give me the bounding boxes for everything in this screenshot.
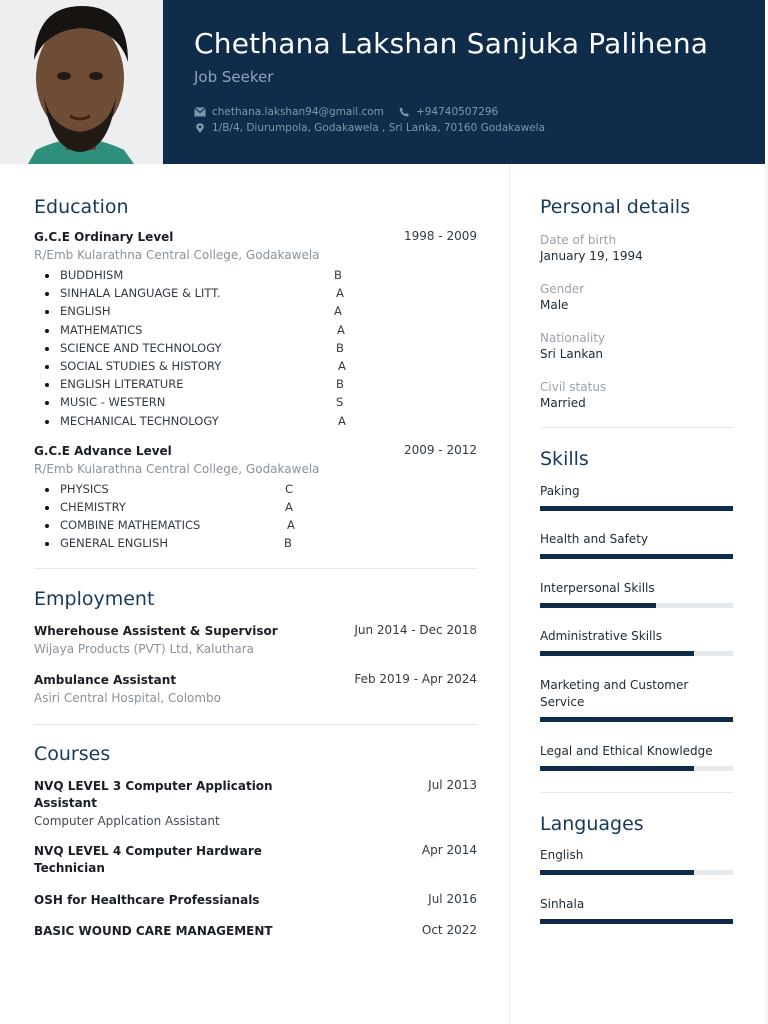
subject-name: ENGLISH: [60, 304, 111, 319]
course-date: Oct 2022: [421, 922, 477, 937]
course-title: OSH for Healthcare Professianals: [34, 892, 260, 907]
employment-date: Jun 2014 - Dec 2018: [354, 622, 477, 637]
address: 1/B/4, Diurumpola, Godakawela , Sri Lanka, 70160 Godakawela: [212, 122, 546, 134]
subject-item: [34, 321, 477, 339]
education-date: 1998 - 2009: [403, 229, 477, 243]
subject-grade: B: [336, 340, 344, 355]
language-item: [540, 896, 733, 924]
subject-grade: A: [337, 322, 345, 337]
subject-grade: A: [338, 359, 346, 374]
nationality-value: Sri Lankan: [540, 347, 604, 361]
skill-bar-fill: [540, 766, 694, 771]
personal-details-section: [540, 196, 733, 411]
subject-item: [34, 266, 477, 284]
subject-grade: S: [336, 395, 344, 410]
subject-item: [34, 357, 477, 375]
skill-item: [540, 743, 733, 771]
subject-grade: A: [285, 500, 293, 515]
education-entry: [34, 443, 477, 553]
skill-item: [540, 677, 733, 722]
skill-bar: [540, 603, 733, 608]
skill-item: [540, 580, 733, 608]
subject-list: [34, 480, 477, 553]
skill-bar: [540, 651, 733, 656]
skill-name: Interpersonal Skills: [540, 581, 655, 595]
subject-grade: B: [284, 536, 292, 551]
dob-value: January 19, 1994: [540, 249, 643, 263]
subject-name: SINHALA LANGUAGE & LITT.: [60, 286, 221, 301]
language-item: [540, 847, 733, 875]
employment-entry: [34, 672, 477, 707]
subject-grade: A: [287, 518, 295, 533]
skill-bar-fill: [540, 717, 733, 722]
dob-label: Date of birth: [540, 233, 617, 247]
profile-photo-image: [0, 0, 163, 164]
subject-item: [34, 480, 477, 498]
employment-title: Wherehouse Assistent & Supervisor: [34, 623, 278, 638]
subject-grade: C: [285, 481, 294, 496]
job-title: Job Seeker: [194, 68, 274, 86]
map-pin-icon: [194, 123, 206, 133]
education-entry: [34, 229, 477, 430]
subject-name: MUSIC - WESTERN: [60, 395, 166, 410]
subject-item: [34, 393, 477, 411]
courses-heading: Courses: [34, 742, 111, 765]
languages-heading: Languages: [540, 813, 644, 835]
employment-heading: Employment: [34, 587, 155, 610]
subject-name: MATHEMATICS: [60, 322, 143, 337]
course-title: NVQ LEVEL 4 Computer Hardware Technician: [34, 843, 262, 875]
section-divider: [540, 792, 733, 793]
subject-item: [34, 534, 477, 552]
employment-entry: [34, 623, 477, 658]
sidebar: [540, 196, 733, 924]
resume-header: [0, 0, 768, 164]
subject-item: [34, 516, 477, 534]
education-date: 2009 - 2012: [403, 442, 477, 457]
phone-icon: [398, 107, 410, 117]
subject-item: [34, 375, 477, 393]
skill-bar: [540, 554, 733, 559]
skill-bar-fill: [540, 554, 733, 559]
skill-name: Legal and Ethical Knowledge: [540, 744, 713, 758]
skills-heading: Skills: [540, 448, 589, 470]
course-description: Computer Applcation Assistant: [34, 813, 220, 828]
candidate-name: Chethana Lakshan Sanjuka Palihena: [194, 27, 709, 60]
subject-name: SCIENCE AND TECHNOLOGY: [60, 340, 222, 355]
language-bar-fill: [540, 919, 733, 924]
subject-name: COMBINE MATHEMATICS: [60, 518, 201, 533]
course-date: Apr 2014: [421, 842, 477, 857]
civil-status-value: Married: [540, 396, 586, 410]
employment-date: Feb 2019 - Apr 2024: [354, 671, 477, 686]
education-section: [34, 196, 477, 553]
language-bar: [540, 919, 733, 924]
subject-item: [34, 412, 477, 430]
skills-section: [540, 448, 733, 771]
civil-status-label: Civil status: [540, 380, 607, 394]
section-divider: [540, 427, 733, 428]
skill-bar-fill: [540, 506, 733, 511]
subject-name: ENGLISH LITERATURE: [60, 377, 184, 392]
course-entry: [34, 778, 477, 830]
language-name: English: [540, 848, 584, 862]
gender-label: Gender: [540, 282, 585, 296]
subject-name: SOCIAL STUDIES & HISTORY: [60, 359, 222, 374]
main-column: [34, 196, 477, 940]
course-title: NVQ LEVEL 3 Computer Application Assistant: [34, 778, 273, 810]
course-date: Jul 2013: [428, 777, 477, 792]
profile-photo: [0, 0, 163, 164]
employment-org: Wijaya Products (PVT) Ltd, Kaluthara: [34, 641, 255, 656]
course-title: BASIC WOUND CARE MANAGEMENT: [34, 923, 273, 938]
section-divider: [34, 568, 477, 569]
education-school: R/Emb Kularathna Central College, Godakawela: [34, 461, 320, 476]
section-divider: [34, 724, 477, 725]
subject-grade: A: [336, 286, 344, 301]
skill-bar-fill: [540, 651, 694, 656]
education-school: R/Emb Kularathna Central College, Godakawela: [34, 248, 320, 262]
course-entry: [34, 892, 477, 909]
subject-name: PHYSICS: [60, 481, 109, 496]
education-title: G.C.E Advance Level: [34, 443, 172, 458]
course-date: Jul 2016: [428, 891, 477, 906]
contact-line-1: [194, 106, 498, 118]
subject-grade: B: [336, 377, 344, 392]
phone-number[interactable]: +94740507296: [415, 106, 499, 118]
skill-bar: [540, 506, 733, 511]
skill-bar: [540, 766, 733, 771]
subject-item: [34, 284, 477, 302]
subject-grade: A: [338, 413, 346, 428]
skill-item: [540, 628, 733, 656]
skill-item: [540, 531, 733, 559]
employment-org: Asiri Central Hospital, Colombo: [34, 690, 222, 705]
education-heading: Education: [34, 196, 129, 218]
subject-list: [34, 266, 477, 430]
email-link[interactable]: chethana.lakshan94@gmail.com: [212, 106, 384, 118]
skill-item: [540, 483, 733, 511]
skill-bar-fill: [540, 603, 656, 608]
header-banner: [163, 0, 765, 164]
subject-name: BUDDHISM: [60, 268, 124, 282]
language-bar: [540, 870, 733, 875]
skill-name: Paking: [540, 484, 580, 498]
skill-name: Health and Safety: [540, 532, 648, 546]
nationality-label: Nationality: [540, 331, 606, 345]
language-bar-fill: [540, 870, 694, 875]
employment-title: Ambulance Assistant: [34, 672, 177, 687]
course-entry: [34, 923, 477, 940]
contact-line-2: [194, 122, 545, 134]
gender-value: Male: [540, 298, 569, 312]
subject-name: CHEMISTRY: [60, 500, 126, 515]
subject-item: [34, 339, 477, 357]
subject-name: GENERAL ENGLISH: [60, 536, 169, 551]
subject-grade: B: [334, 268, 342, 282]
courses-section: [34, 743, 477, 940]
skill-bar: [540, 717, 733, 722]
subject-name: MECHANICAL TECHNOLOGY: [60, 413, 219, 428]
education-title: G.C.E Ordinary Level: [34, 230, 174, 244]
skill-name: Marketing and Customer Service: [540, 678, 689, 709]
employment-section: [34, 588, 477, 707]
course-entry: [34, 843, 477, 877]
subject-item: [34, 302, 477, 320]
languages-section: [540, 813, 733, 924]
skill-name: Administrative Skills: [540, 629, 662, 643]
personal-details-heading: Personal details: [540, 196, 691, 218]
subject-item: [34, 498, 477, 516]
language-name: Sinhala: [540, 897, 585, 911]
envelope-icon: [194, 107, 206, 117]
subject-grade: A: [334, 304, 342, 319]
